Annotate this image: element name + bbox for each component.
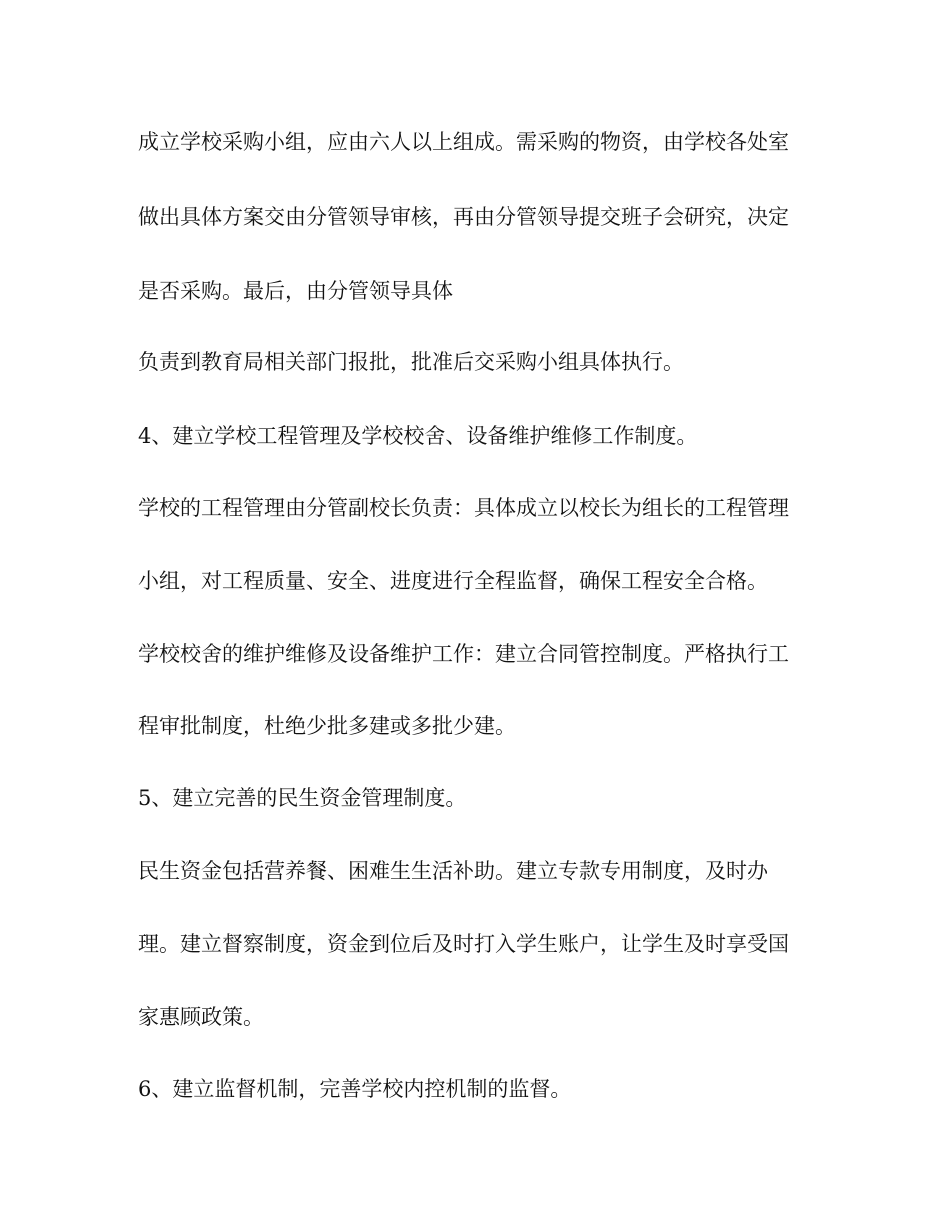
paragraph-line: 负责到教育局相关部门报批，批准后交采购小组具体执行。 bbox=[138, 350, 684, 374]
section-heading: 4、建立学校工程管理及学校校舍、设备维护维修工作制度。 bbox=[138, 424, 698, 448]
paragraph-line: 民生资金包括营养餐、困难生生活补助。建立专款专用制度，及时办 bbox=[138, 859, 768, 883]
paragraph-line: 做出具体方案交由分管领导审核，再由分管领导提交班子会研究，决定 bbox=[138, 205, 789, 229]
paragraph-line: 小组，对工程质量、安全、进度进行全程监督，确保工程安全合格。 bbox=[138, 569, 768, 593]
paragraph-line: 程审批制度，杜绝少批多建或多批少建。 bbox=[138, 714, 516, 738]
section-heading: 5、建立完善的民生资金管理制度。 bbox=[138, 786, 467, 810]
section-heading: 6、建立监督机制，完善学校内控机制的监督。 bbox=[138, 1077, 572, 1101]
paragraph-line: 理。建立督察制度，资金到位后及时打入学生账户，让学生及时享受国 bbox=[138, 932, 789, 956]
paragraph-line: 家惠顾政策。 bbox=[138, 1005, 264, 1029]
paragraph-line: 学校校舍的维护维修及设备维护工作：建立合同管控制度。严格执行工 bbox=[138, 642, 789, 666]
paragraph-line: 成立学校采购小组，应由六人以上组成。需采购的物资，由学校各处室 bbox=[138, 130, 789, 154]
paragraph-line: 是否采购。最后，由分管领导具体 bbox=[138, 279, 453, 303]
paragraph-line: 学校的工程管理由分管副校长负责：具体成立以校长为组长的工程管理 bbox=[138, 496, 789, 520]
